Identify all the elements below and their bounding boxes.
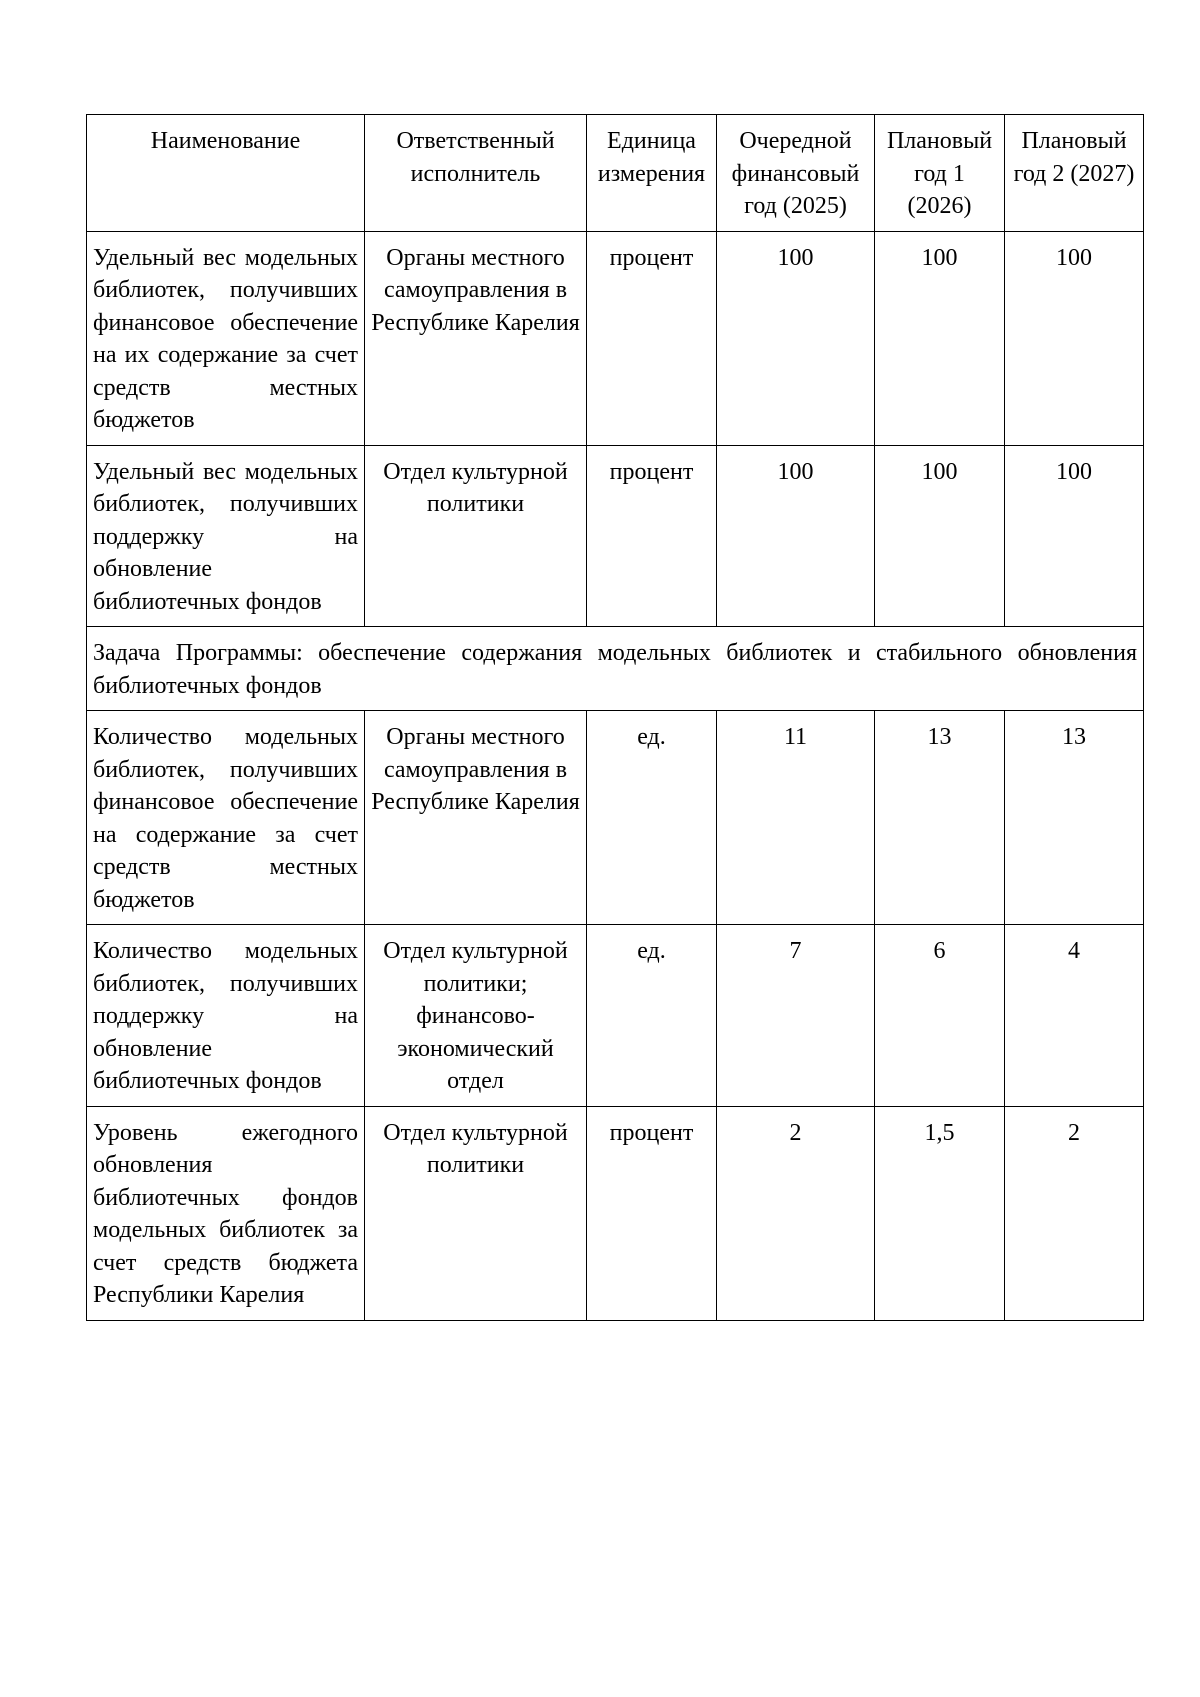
cell-unit: процент: [587, 1106, 717, 1320]
cell-unit: ед.: [587, 925, 717, 1107]
header-executor: Ответственный исполнитель: [365, 115, 587, 232]
cell-year-2027: 100: [1005, 231, 1144, 445]
cell-unit: процент: [587, 231, 717, 445]
cell-year-2025: 11: [717, 711, 875, 925]
cell-year-2027: 100: [1005, 445, 1144, 627]
cell-name: Удельный вес модельных библиотек, получивших поддержку на обновление библиотечных фондов: [87, 445, 365, 627]
table-row: [87, 445, 1144, 627]
cell-year-2025: 7: [717, 925, 875, 1107]
cell-year-2026: 100: [875, 231, 1005, 445]
indicators-table: [86, 114, 1144, 1321]
cell-year-2027: 13: [1005, 711, 1144, 925]
cell-executor: Отдел культурной политики: [365, 445, 587, 627]
cell-unit: процент: [587, 445, 717, 627]
cell-executor: Отдел культурной политики; финансово-экономический отдел: [365, 925, 587, 1107]
cell-unit: ед.: [587, 711, 717, 925]
cell-year-2026: 1,5: [875, 1106, 1005, 1320]
table-row: [87, 1106, 1144, 1320]
task-row: [87, 627, 1144, 711]
cell-name: Уровень ежегодного обновления библиотечных фондов модельных библиотек за счет средств бюджета Республики Карелия: [87, 1106, 365, 1320]
cell-year-2027: 4: [1005, 925, 1144, 1107]
table-row: [87, 925, 1144, 1107]
cell-year-2025: 100: [717, 445, 875, 627]
cell-executor: Органы местного самоуправления в Республике Карелия: [365, 231, 587, 445]
header-year-2026: Плановый год 1 (2026): [875, 115, 1005, 232]
header-year-2025: Очередной финансовый год (2025): [717, 115, 875, 232]
header-unit: Единица измерения: [587, 115, 717, 232]
header-name: Наименование: [87, 115, 365, 232]
cell-name: Количество модельных библиотек, получивших финансовое обеспечение на содержание за счет средств местных бюджетов: [87, 711, 365, 925]
cell-name: Количество модельных библиотек, получивших поддержку на обновление библиотечных фондов: [87, 925, 365, 1107]
cell-name: Удельный вес модельных библиотек, получивших финансовое обеспечение на их содержание за счет средств местных бюджетов: [87, 231, 365, 445]
cell-year-2027: 2: [1005, 1106, 1144, 1320]
cell-year-2026: 13: [875, 711, 1005, 925]
cell-year-2026: 100: [875, 445, 1005, 627]
cell-year-2026: 6: [875, 925, 1005, 1107]
table-row: [87, 711, 1144, 925]
cell-executor: Органы местного самоуправления в Республике Карелия: [365, 711, 587, 925]
cell-year-2025: 100: [717, 231, 875, 445]
cell-year-2025: 2: [717, 1106, 875, 1320]
header-year-2027: Плановый год 2 (2027): [1005, 115, 1144, 232]
table-header-row: [87, 115, 1144, 232]
program-task-text: Задача Программы: обеспечение содержания модельных библиотек и стабильного обновления библиотечных фондов: [87, 627, 1144, 711]
cell-executor: Отдел культурной политики: [365, 1106, 587, 1320]
table-row: [87, 231, 1144, 445]
